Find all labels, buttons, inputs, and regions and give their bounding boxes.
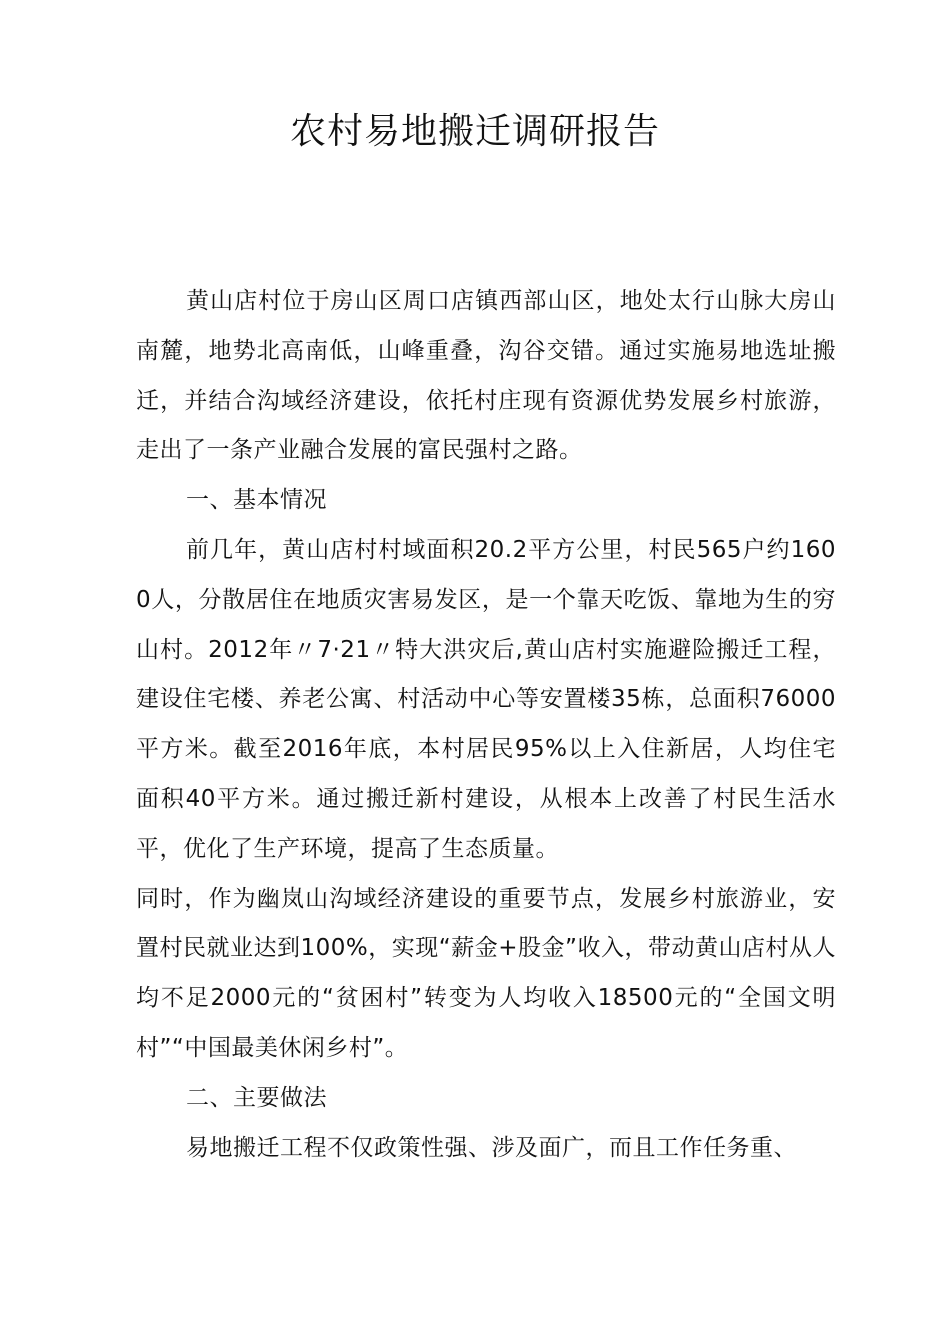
basic-situation-paragraph: 前几年，黄山店村村域面积20.2平方公里，村民565户约1600人，分散居住在地质灾害易发区，是一个靠天吃饭、靠地为生的穷山村。2012年〃7·21〃特大洪灾后,黄山店村实施避险搬迁工程，建设住宅楼、养老公寓、村活动中心等安置楼35栋，总面积76000平方米。截至2016年底，本村居民95%以上入住新居，人均住宅面积40平方米。通过搬迁新村建设，从根本上改善了村民生活水平，优化了生产环境，提高了生态质量。 [136, 536, 836, 862]
section-heading-main-practices: 二、主要做法 [186, 1084, 327, 1111]
basic-situation-continuation: 同时，作为幽岚山沟域经济建设的重要节点，发展乡村旅游业，安置村民就业达到100%，实现“薪金+股金”收入，带动黄山店村从人均不足2000元的“贫困村”转变为人均收入18500元的“全国文明村”“中国最美休闲乡村”。 [136, 885, 836, 1061]
section-heading-basic-situation: 一、基本情况 [186, 487, 327, 514]
document-title: 农村易地搬迁调研报告 [289, 111, 660, 152]
main-practices-paragraph: 易地搬迁工程不仅政策性强、涉及面广，而且工作任务重、 [186, 1134, 797, 1161]
document-body [136, 277, 836, 1173]
intro-paragraph: 黄山店村位于房山区周口店镇西部山区，地处太行山脉大房山南麓，地势北高南低，山峰重叠，沟谷交错。通过实施易地选址搬迁，并结合沟域经济建设，依托村庄现有资源优势发展乡村旅游，走出了一条产业融合发展的富民强村之路。 [136, 288, 836, 464]
